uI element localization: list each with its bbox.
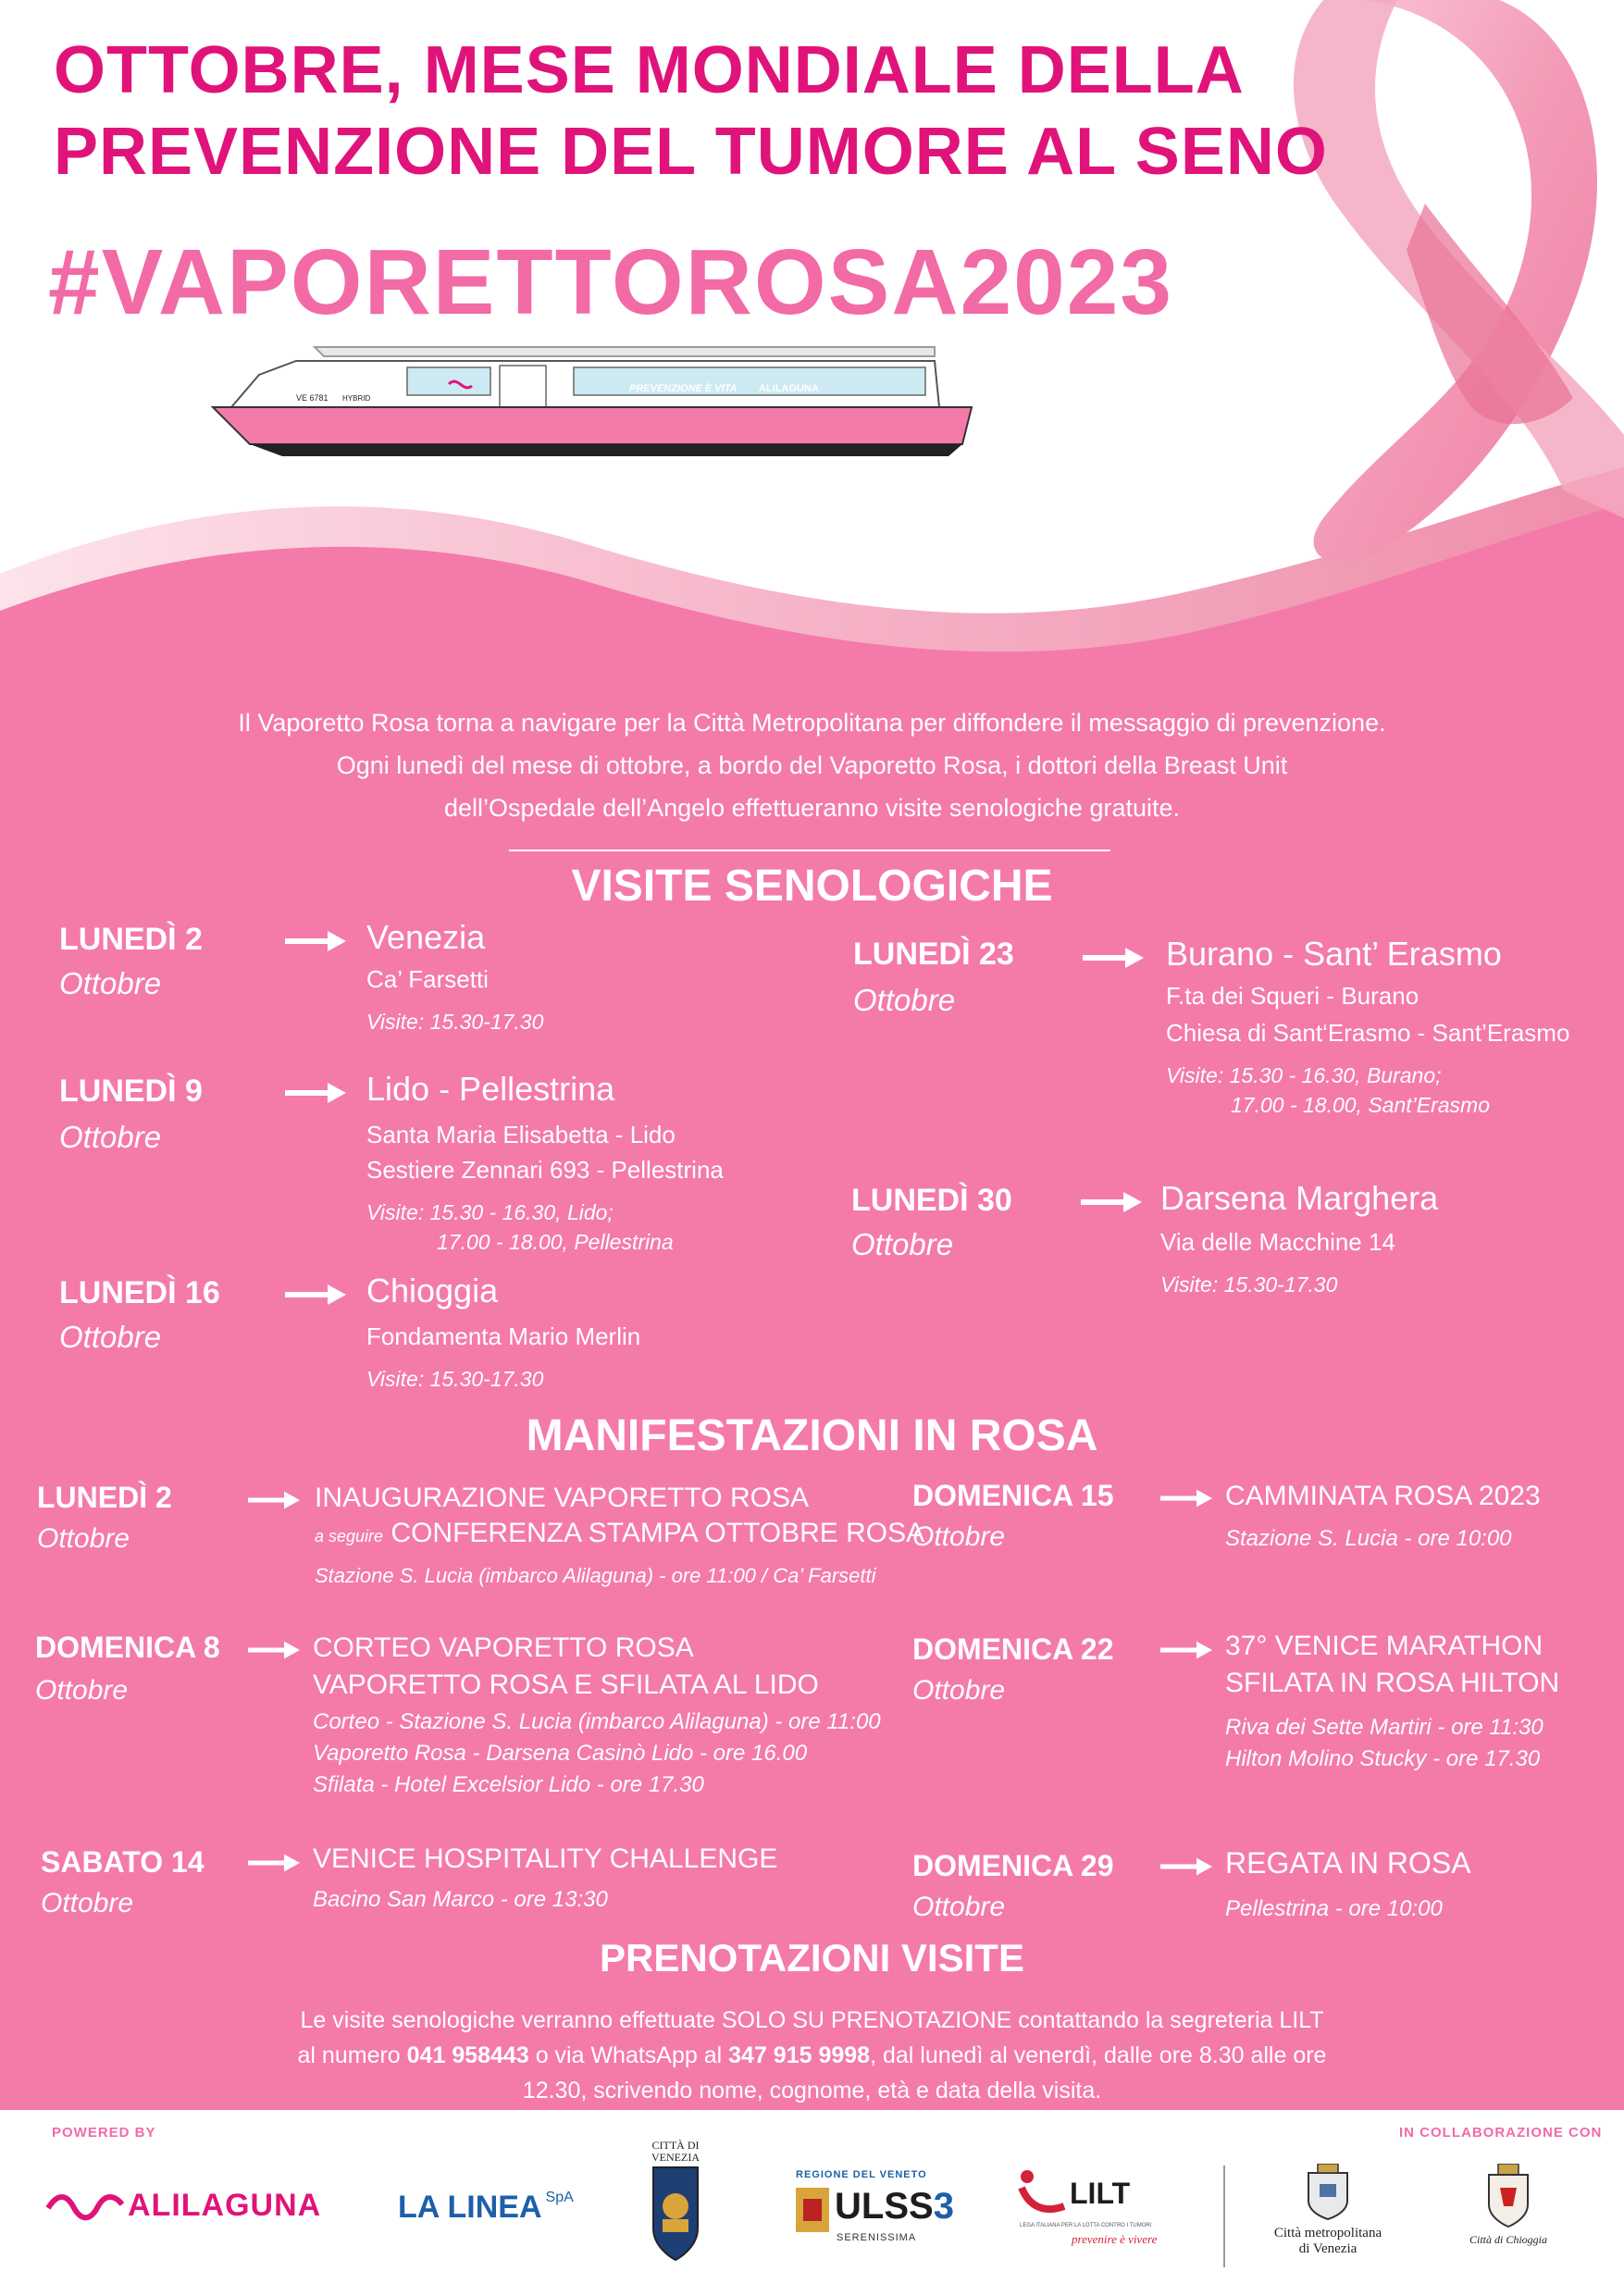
arrow-icon: [248, 1640, 300, 1660]
booking-text: al numero: [297, 2042, 407, 2068]
footer-separator: [1223, 2166, 1225, 2267]
ulss-text: ULSS: [835, 2186, 934, 2227]
visita-month: Ottobre: [851, 1227, 954, 1261]
visita-address: Santa Maria Elisabetta - Lido: [366, 1121, 676, 1148]
lilt-logo: [1016, 2166, 1164, 2258]
event-subtitle-prefix: a seguire: [315, 1527, 384, 1545]
booking-text: o via WhatsApp al: [528, 2042, 729, 2068]
visita-hours: Visite: 15.30 - 16.30, Lido;: [366, 1200, 614, 1224]
boat-hybrid: HYBRID: [342, 394, 371, 403]
booking-text: , dal lunedì al venerdì, dalle ore 8.30 alle ore: [870, 2042, 1327, 2068]
event-month: Ottobre: [35, 1675, 129, 1706]
visita-day: LUNEDÌ 9: [59, 1074, 203, 1109]
event-detail: Bacino San Marco - ore 13:30: [313, 1887, 608, 1912]
visita-place: Venezia: [366, 918, 486, 956]
arrow-icon: [1160, 1640, 1212, 1660]
visita-place: Darsena Marghera: [1160, 1179, 1439, 1217]
title-line-1: OTTOBRE, MESE MONDIALE DELLA: [54, 33, 1245, 107]
event-title: CAMMINATA ROSA 2023: [1225, 1481, 1541, 1511]
visita-place: Burano - Sant’ Erasmo: [1166, 935, 1502, 973]
lilt-figure-icon: [1016, 2166, 1068, 2217]
alilaguna-text: ALILAGUNA: [128, 2188, 322, 2223]
chioggia-crest-icon: [1485, 2164, 1531, 2228]
ulss3-logo: [796, 2169, 954, 2253]
venezia-text-2: VENEZIA: [651, 2151, 700, 2164]
event-subtitle: [315, 1516, 924, 1554]
visita-address: Ca’ Farsetti: [366, 965, 489, 993]
visita-address: Via delle Macchine 14: [1160, 1228, 1395, 1256]
cittametro-logo: [1258, 2164, 1397, 2284]
boat-reg: VE 6781: [296, 393, 329, 403]
event-detail: Sfilata - Hotel Excelsior Lido - ore 17.30: [313, 1772, 704, 1797]
event-day: SABATO 14: [41, 1845, 205, 1879]
visita-place: Lido - Pellestrina: [366, 1070, 615, 1108]
vaporetto-illustration: [194, 329, 981, 458]
event-month: Ottobre: [41, 1888, 134, 1918]
intro-line-1: Il Vaporetto Rosa torna a navigare per la Città Metropolitana per diffondere il messaggio di prevenzione.: [238, 709, 1386, 737]
chioggia-logo: [1453, 2164, 1564, 2284]
visita-hours: Visite: 15.30-17.30: [1160, 1272, 1338, 1297]
visita-place: Chioggia: [366, 1272, 499, 1309]
lilt-motto: prevenire è vivere: [1072, 2232, 1158, 2246]
boat-slogan: PREVENZIONE È VITA: [629, 383, 738, 394]
event-title: VENICE HOSPITALITY CHALLENGE: [313, 1843, 778, 1874]
intro-line-3: dell’Ospedale dell’Angelo effettueranno visite senologiche gratuite.: [443, 794, 1181, 822]
booking-line-1: Le visite senologiche verranno effettuate SOLO SU PRENOTAZIONE contattando la segreteria LILT: [300, 2007, 1324, 2033]
lalinea-logo: [398, 2190, 574, 2226]
boat-brand: ALILAGUNA: [759, 383, 819, 394]
phone-number[interactable]: 041 958443: [406, 2042, 529, 2068]
lalinea-text: LA LINEA: [398, 2190, 542, 2225]
event-day: LUNEDÌ 2: [37, 1481, 172, 1514]
prenotazioni-heading: PRENOTAZIONI VISITE: [600, 1936, 1024, 1980]
alilaguna-wave-icon: [46, 2190, 124, 2221]
visita-month: Ottobre: [59, 1120, 162, 1154]
arrow-icon: [285, 1083, 346, 1103]
arrow-icon: [1081, 1192, 1142, 1212]
visita-hours: 17.00 - 18.00, Sant’Erasmo: [1231, 1093, 1490, 1117]
arrow-icon: [248, 1853, 300, 1873]
visita-address: Sestiere Zennari 693 - Pellestrina: [366, 1156, 724, 1184]
event-detail: Hilton Molino Stucky - ore 17.30: [1225, 1746, 1541, 1771]
event-subtitle: SFILATA IN ROSA HILTON: [1225, 1668, 1560, 1698]
title-line-2: PREVENZIONE DEL TUMORE AL SENO: [54, 115, 1328, 189]
veneto-lion-icon: [796, 2188, 829, 2232]
visita-day: LUNEDÌ 23: [853, 937, 1014, 972]
event-day: DOMENICA 8: [35, 1631, 220, 1664]
booking-line-3: 12.30, scrivendo nome, cognome, età e data della visita.: [522, 2078, 1102, 2104]
cittametro-crest-icon: [1305, 2164, 1351, 2221]
event-title: CORTEO VAPORETTO ROSA: [313, 1632, 694, 1663]
event-detail: Stazione S. Lucia - ore 10:00: [1225, 1526, 1512, 1551]
powered-by-label: POWERED BY: [52, 2125, 156, 2141]
ulss-sub: SERENISSIMA: [837, 2232, 917, 2243]
visita-day: LUNEDÌ 30: [851, 1183, 1012, 1218]
visita-address: Fondamenta Mario Merlin: [366, 1322, 641, 1350]
event-day: DOMENICA 15: [912, 1479, 1114, 1512]
booking-line-2: [0, 2038, 1624, 2073]
arrow-icon: [285, 931, 346, 951]
alilaguna-logo: [46, 2184, 333, 2230]
event-subtitle-text: CONFERENZA STAMPA OTTOBRE ROSA: [391, 1518, 925, 1548]
ulss-mark: [835, 2186, 954, 2228]
manifestazioni-heading: MANIFESTAZIONI IN ROSA: [526, 1411, 1098, 1460]
arrow-icon: [248, 1490, 300, 1510]
lilt-sub: LEGA ITALIANA PER LA LOTTA CONTRO I TUMORI: [1020, 2223, 1152, 2228]
visita-address: F.ta dei Squeri - Burano: [1166, 982, 1419, 1010]
event-detail: Pellestrina - ore 10:00: [1225, 1896, 1443, 1921]
chioggia-text: Città di Chioggia: [1469, 2233, 1547, 2246]
venezia-text-1: CITTÀ DI: [651, 2139, 700, 2152]
visita-hours: Visite: 15.30-17.30: [366, 1367, 544, 1391]
event-month: Ottobre: [912, 1521, 1006, 1552]
cittametro-text-2: di Venezia: [1298, 2241, 1357, 2256]
visita-month: Ottobre: [853, 983, 956, 1017]
cittametro-text-1: Città metropolitana: [1273, 2226, 1382, 2240]
lilt-text: LILT: [1070, 2177, 1131, 2210]
ulss-number: 3: [933, 2186, 954, 2227]
visita-day: LUNEDÌ 16: [59, 1275, 220, 1310]
visita-day: LUNEDÌ 2: [59, 922, 203, 957]
whatsapp-number[interactable]: 347 915 9998: [728, 2042, 871, 2068]
event-title: INAUGURAZIONE VAPORETTO ROSA: [315, 1483, 809, 1513]
event-detail: Stazione S. Lucia (imbarco Alilaguna) - ore 11:00 / Ca’ Farsetti: [315, 1564, 876, 1587]
arrow-icon: [1083, 948, 1144, 968]
visite-heading: VISITE SENOLOGICHE: [571, 862, 1053, 911]
event-month: Ottobre: [912, 1892, 1006, 1922]
arrow-icon: [285, 1285, 346, 1305]
arrow-icon: [1160, 1856, 1212, 1877]
event-title: REGATA IN ROSA: [1225, 1846, 1471, 1880]
event-day: DOMENICA 29: [912, 1849, 1114, 1882]
venezia-crest-icon: [646, 2164, 705, 2265]
event-day: DOMENICA 22: [912, 1632, 1114, 1666]
venezia-logo: [638, 2140, 713, 2278]
visita-address: Chiesa di Sant‘Erasmo - Sant’Erasmo: [1166, 1019, 1570, 1047]
event-month: Ottobre: [37, 1523, 130, 1554]
event-detail: Vaporetto Rosa - Darsena Casinò Lido - ore 16.00: [313, 1741, 808, 1766]
visita-month: Ottobre: [59, 1320, 162, 1354]
visita-hours: Visite: 15.30-17.30: [366, 1010, 544, 1034]
visita-month: Ottobre: [59, 966, 162, 1000]
event-subtitle: VAPORETTO ROSA E SFILATA AL LIDO: [313, 1669, 819, 1700]
intro-line-2: Ogni lunedì del mese di ottobre, a bordo del Vaporetto Rosa, i dottori della Breast Unit: [336, 751, 1288, 779]
event-month: Ottobre: [912, 1675, 1006, 1706]
arrow-icon: [1160, 1488, 1212, 1508]
lalinea-spa: SpA: [545, 2190, 574, 2205]
regione-text: REGIONE DEL VENETO: [796, 2169, 927, 2180]
visita-hours: Visite: 15.30 - 16.30, Burano;: [1166, 1063, 1442, 1087]
visita-hours: 17.00 - 18.00, Pellestrina: [437, 1230, 674, 1254]
hashtag: #VAPORETTOROSA2023: [48, 230, 1174, 334]
event-detail: Riva dei Sette Martiri - ore 11:30: [1225, 1715, 1543, 1740]
collab-label: IN COLLABORAZIONE CON: [1399, 2125, 1603, 2141]
event-title: 37° VENICE MARATHON: [1225, 1631, 1543, 1661]
event-detail: Corteo - Stazione S. Lucia (imbarco Alilaguna) - ore 11:00: [313, 1709, 881, 1734]
